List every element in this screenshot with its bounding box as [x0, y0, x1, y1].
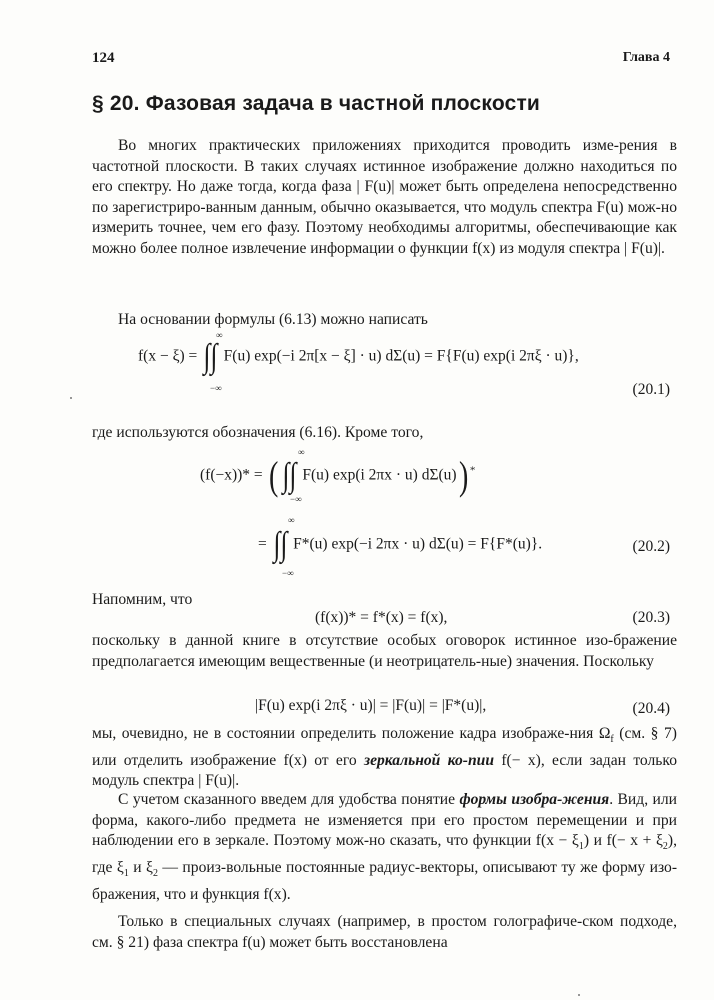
equation-20-4: |F(u) exp(i 2πξ · u)| = |F(u)| = |F*(u)|,	[255, 697, 487, 714]
equation-20-3: (f(x))* = f*(x) = f(x),	[315, 609, 448, 626]
eq2b-upper-limit: ∞	[288, 515, 295, 525]
scan-speck	[70, 397, 72, 399]
p7-sub-3: 1	[123, 868, 129, 879]
equation-20-1	[138, 340, 579, 374]
p7-text-e: и ξ	[128, 858, 153, 876]
paragraph-recall: Напомним, что	[92, 591, 193, 608]
eq2-upper-limit: ∞	[298, 447, 305, 457]
eq1-lhs: f(x − ξ) =	[138, 347, 198, 365]
p6-text-a: мы, очевидно, не в состоянии определить положение кадра изображе-ния Ω	[92, 725, 611, 742]
equation-number-20-2: (20.2)	[632, 538, 670, 555]
p7-text-b: . Вид, или форма, какого-либо предмета не изменяется при его простом перемещении и при наблюдении его в зеркале. Поэтому мож-но сказать, что функции f(x − ξ	[92, 791, 677, 850]
left-paren-icon: (	[268, 453, 278, 498]
eq1-upper-limit: ∞	[216, 330, 223, 340]
paragraph-mirror-copy	[92, 724, 677, 792]
eq2-star: *	[469, 464, 476, 477]
section-title: § 20. Фазовая задача в частной плоскости	[92, 92, 541, 115]
paragraph-real-valued: поскольку в данной книге в отсутствие особых оговорок истинное изо-бражение предполагается имеющим вещественные (и неотрицатель-ные) значения. Поскольку	[92, 632, 677, 670]
eq2-body: F(u) exp(i 2πx · u) dΣ(u)	[302, 466, 457, 484]
p7-sub-2: 2	[662, 841, 668, 853]
p7-text-c: ) и f(− x + ξ	[583, 832, 663, 850]
running-header: Глава 4	[622, 50, 670, 65]
p6-subscript: f	[610, 734, 614, 746]
page-number: 124	[92, 50, 115, 66]
eq1-body: F(u) exp(−i 2π[x − ξ] · u) dΣ(u) = F{F(u) exp(i 2πξ · u)},	[223, 347, 579, 365]
paragraph-intro: Во многих практических приложениях приходится проводить изме-рения в частотной плоскости. В таких случаях истинное изображение должно находиться по его спектру. Но даже тогда, когда фаза | F(u)| может быть определена непосредственно по зарегистриро-ванным данным, обычно оказывается, что модуль спектра F(u) мож-но измерить точнее, чем его фазу. Поэтому необходимы алгоритмы, обеспечивающие как можно более полное извлечение информации о функции f(x) из модуля спектра | F(u)|.	[92, 137, 677, 257]
p7-text-f: — произ-вольные постоянные радиус-векторы, описывают ту же форму изо-бражения, что и функция f(x).	[92, 858, 678, 903]
eq1-lower-limit: −∞	[210, 383, 222, 393]
scan-speck	[578, 994, 580, 996]
p7-text-d: ), где ξ	[92, 832, 677, 876]
paragraph-notation: где используются обозначения (6.16). Кроме того,	[92, 424, 424, 441]
paragraph-formula-intro: На основании формулы (6.13) можно написать	[118, 311, 428, 328]
eq2b-lhs: =	[258, 535, 267, 553]
p7-text-a: С учетом сказанного введем для удобства понятие	[118, 791, 460, 808]
eq2b-body: F*(u) exp(−i 2πx · u) dΣ(u) = F{F*(u)}.	[293, 535, 543, 553]
p7-sub-1: 1	[578, 841, 584, 853]
double-integral-icon: ∫∫	[272, 526, 287, 563]
eq2b-lower-limit: −∞	[282, 568, 294, 578]
equation-number-20-4: (20.4)	[632, 700, 670, 717]
equation-20-2-line2	[258, 528, 542, 562]
p6-text-b: (см. § 7) или отделить изображение f(x) от его	[92, 725, 677, 769]
equation-number-20-1: (20.1)	[632, 381, 670, 398]
eq2-lhs: (f(−x))* =	[200, 466, 263, 484]
equation-20-2-line1	[200, 453, 476, 498]
right-paren-icon: )	[458, 453, 468, 498]
p7-sub-4: 2	[153, 868, 158, 879]
p6-text-c: f(− x), если задан только модуль спектра | F(u)|.	[92, 751, 677, 790]
eq2-lower-limit: −∞	[290, 494, 302, 504]
equation-number-20-3: (20.3)	[632, 609, 670, 626]
paragraph-image-form	[92, 790, 677, 905]
paragraph-special-cases: Только в специальных случаях (например, в простом голографиче-ском подходе, см. § 21) фаза спектра f(u) может быть восстановлена	[92, 913, 677, 951]
double-integral-icon: ∫∫	[203, 338, 218, 375]
double-integral-icon: ∫∫	[282, 457, 297, 494]
p7-emphasis: формы изобра-жения	[459, 791, 610, 808]
p6-emphasis: зеркальной ко-пии	[363, 751, 494, 769]
